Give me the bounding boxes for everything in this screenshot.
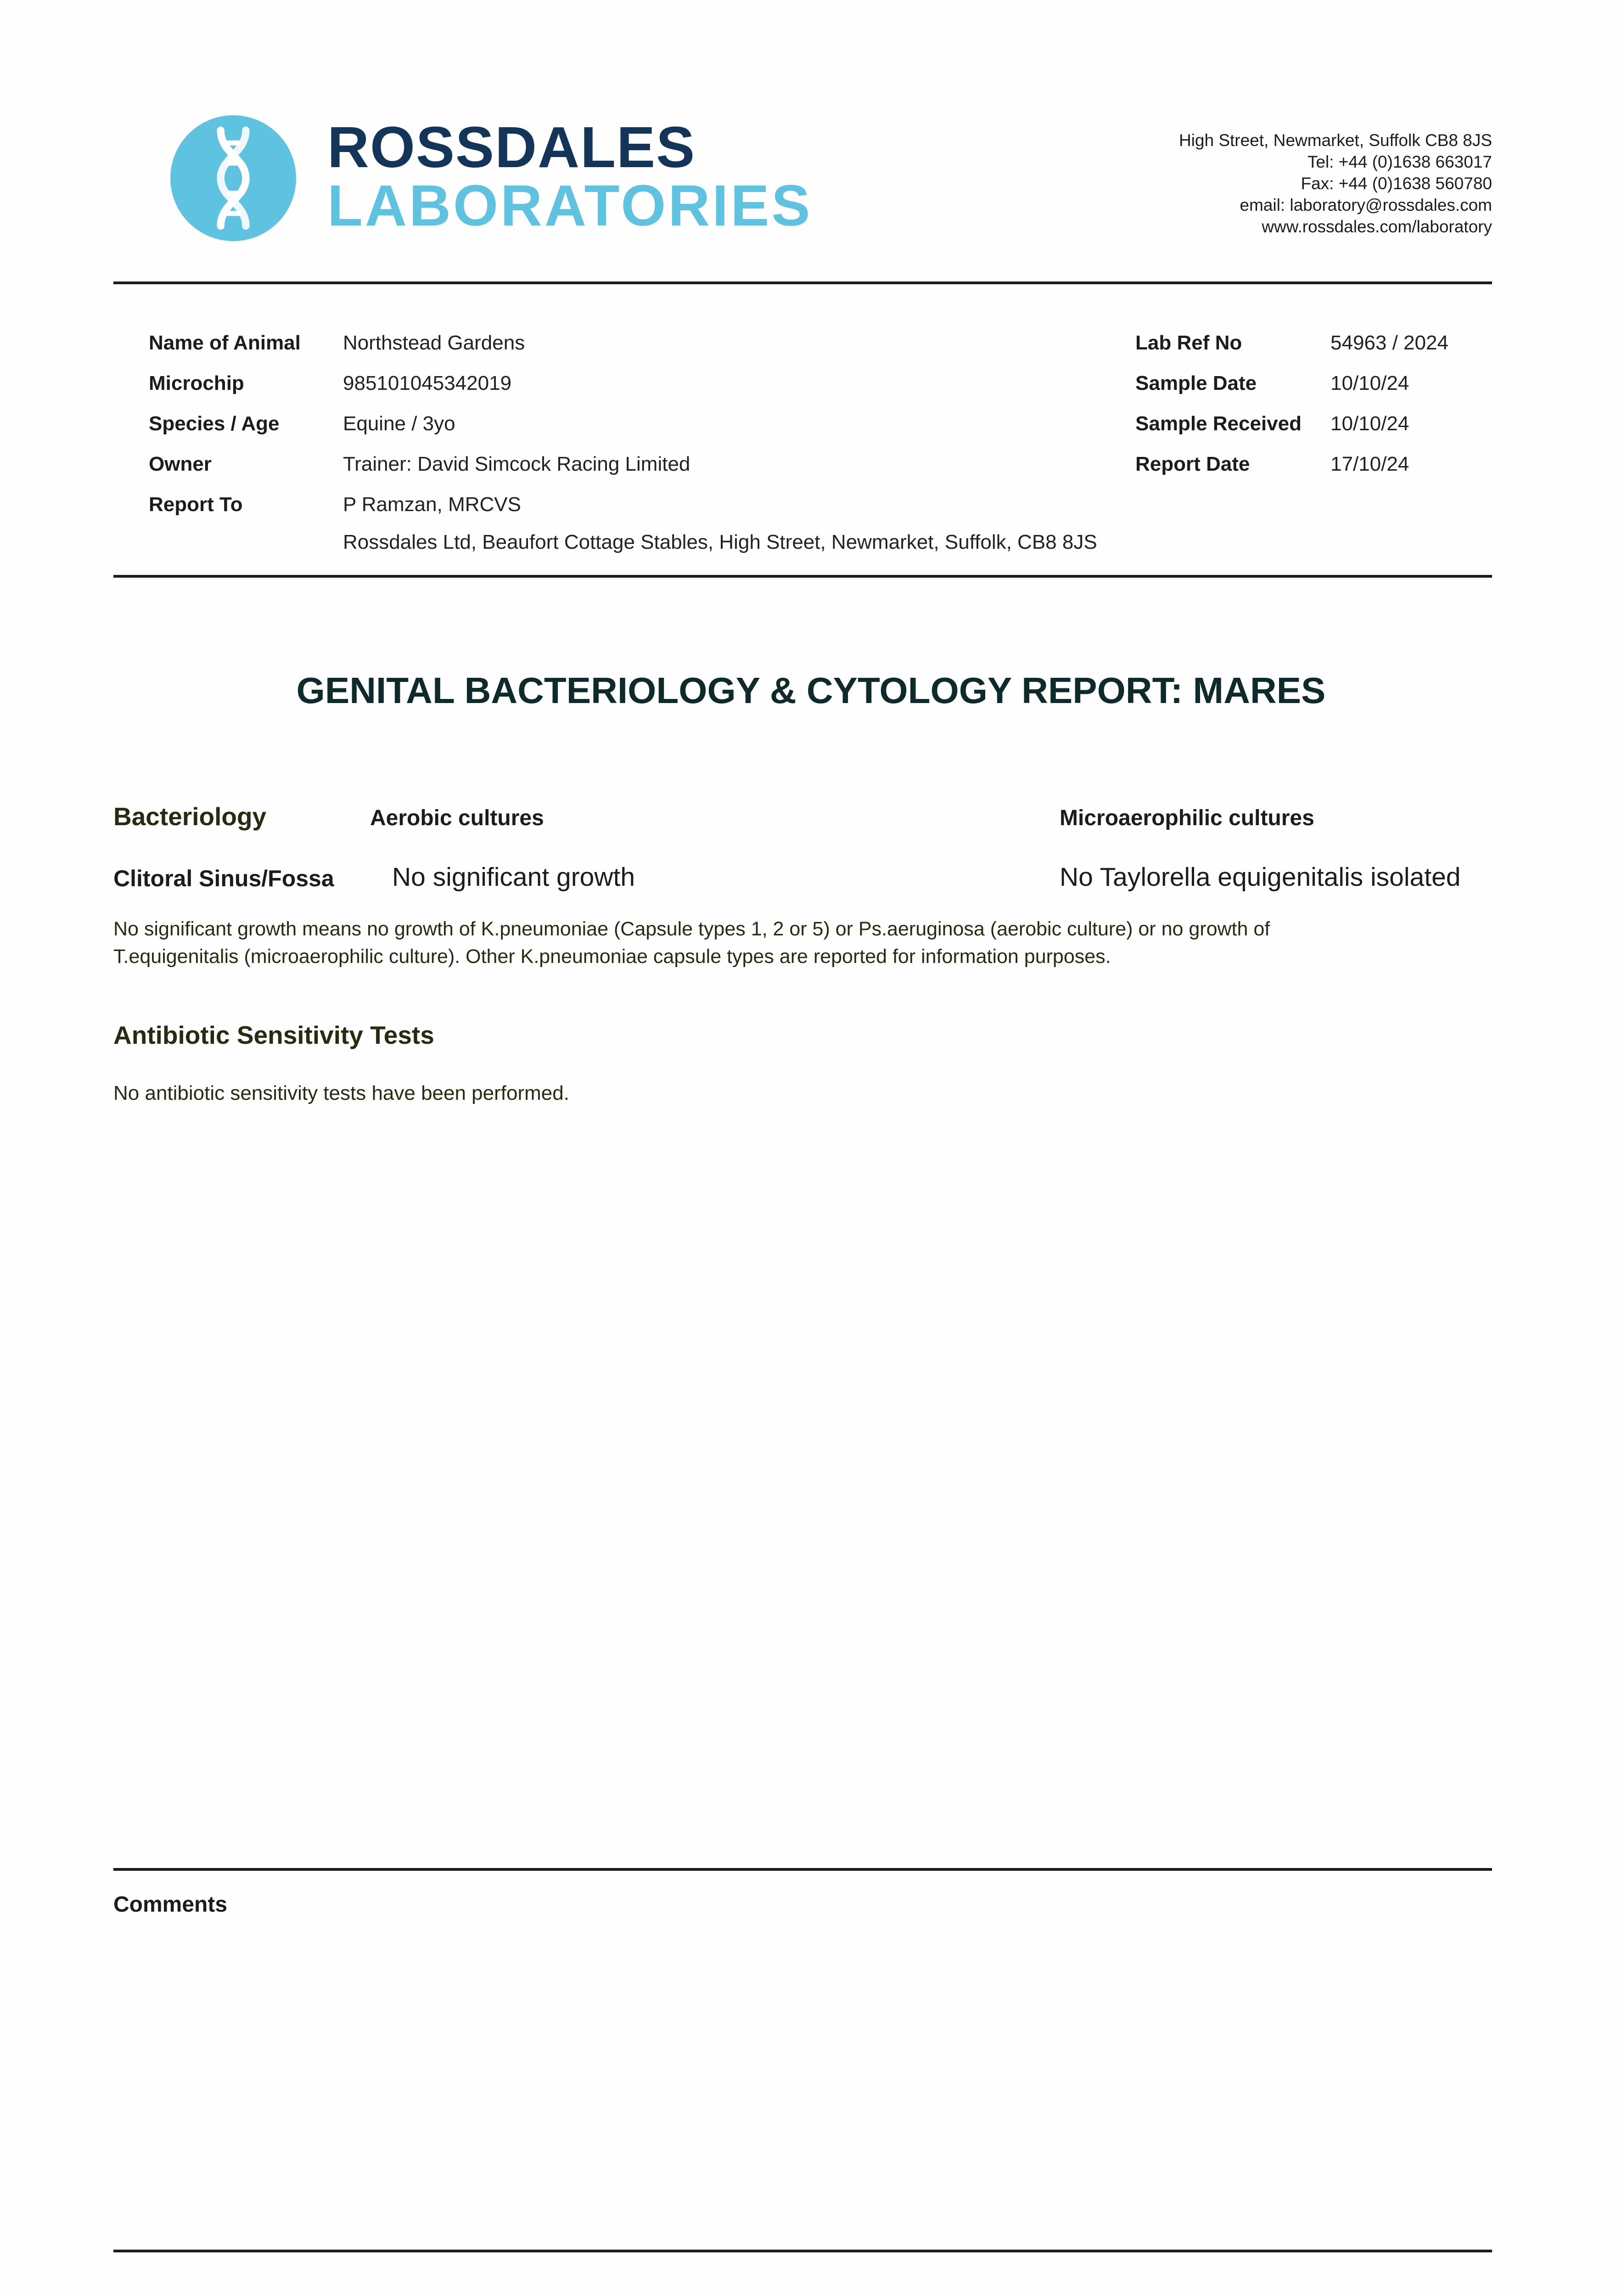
sample-received-label: Sample Received	[1135, 412, 1302, 435]
microchip-label: Microchip	[149, 372, 244, 394]
species-label: Species / Age	[149, 412, 280, 435]
divider-top	[113, 281, 1492, 284]
dna-helix-icon	[170, 115, 296, 241]
lab-ref-label: Lab Ref No	[1135, 332, 1242, 354]
contact-fax: Fax: +44 (0)1638 560780	[1301, 174, 1492, 193]
microchip-value: 985101045342019	[343, 372, 512, 394]
report-to-address: Rossdales Ltd, Beaufort Cottage Stables, High Street, Newmarket, Suffolk, CB8 8JS	[343, 531, 1097, 553]
report-date-value: 17/10/24	[1330, 453, 1409, 475]
divider-bottom	[113, 2250, 1492, 2252]
contact-website: www.rossdales.com/laboratory	[1262, 217, 1492, 236]
report-title: GENITAL BACTERIOLOGY & CYTOLOGY REPORT: MARES	[296, 670, 1326, 711]
logo-subtitle: LABORATORIES	[327, 173, 813, 238]
microaerophilic-result: No Taylorella equigenitalis isolated	[1060, 862, 1461, 892]
contact-address: High Street, Newmarket, Suffolk CB8 8JS	[1179, 131, 1492, 150]
name-label: Name of Animal	[149, 332, 301, 354]
bacteriology-heading: Bacteriology	[113, 802, 267, 831]
report-to-label: Report To	[149, 493, 243, 516]
contact-email: email: laboratory@rossdales.com	[1240, 196, 1492, 214]
antibiotic-heading: Antibiotic Sensitivity Tests	[113, 1021, 434, 1049]
comments-heading: Comments	[113, 1892, 228, 1917]
bacteriology-note-line-1: No significant growth means no growth of K.pneumoniae (Capsule types 1, 2 or 5) or Ps.aeruginosa (aerobic culture) or no growth of	[113, 918, 1270, 940]
sample-date-value: 10/10/24	[1330, 372, 1409, 394]
sample-received-value: 10/10/24	[1330, 412, 1409, 435]
species-value: Equine / 3yo	[343, 412, 455, 435]
microaerophilic-heading: Microaerophilic cultures	[1060, 806, 1314, 830]
divider-comments	[113, 1868, 1492, 1871]
report-to-value: P Ramzan, MRCVS	[343, 493, 521, 516]
animal-name: Northstead Gardens	[343, 332, 525, 354]
logo-title: ROSSDALES	[327, 115, 696, 180]
divider-info	[113, 575, 1492, 578]
bacteriology-note	[113, 915, 1492, 970]
bacteriology-note-line-2: T.equigenitalis (microaerophilic culture). Other K.pneumoniae capsule types are reported for information purposes.	[113, 945, 1111, 968]
contact-tel: Tel: +44 (0)1638 663017	[1307, 152, 1492, 171]
contact-block	[1179, 129, 1492, 237]
owner-value: Trainer: David Simcock Racing Limited	[343, 453, 690, 475]
sample-date-label: Sample Date	[1135, 372, 1257, 394]
lab-ref-value: 54963 / 2024	[1330, 332, 1448, 354]
site-label: Clitoral Sinus/Fossa	[113, 866, 334, 891]
aerobic-result: No significant growth	[392, 862, 635, 892]
report-date-label: Report Date	[1135, 453, 1250, 475]
owner-label: Owner	[149, 453, 212, 475]
aerobic-heading: Aerobic cultures	[370, 806, 544, 830]
antibiotic-text: No antibiotic sensitivity tests have been performed.	[113, 1082, 569, 1104]
